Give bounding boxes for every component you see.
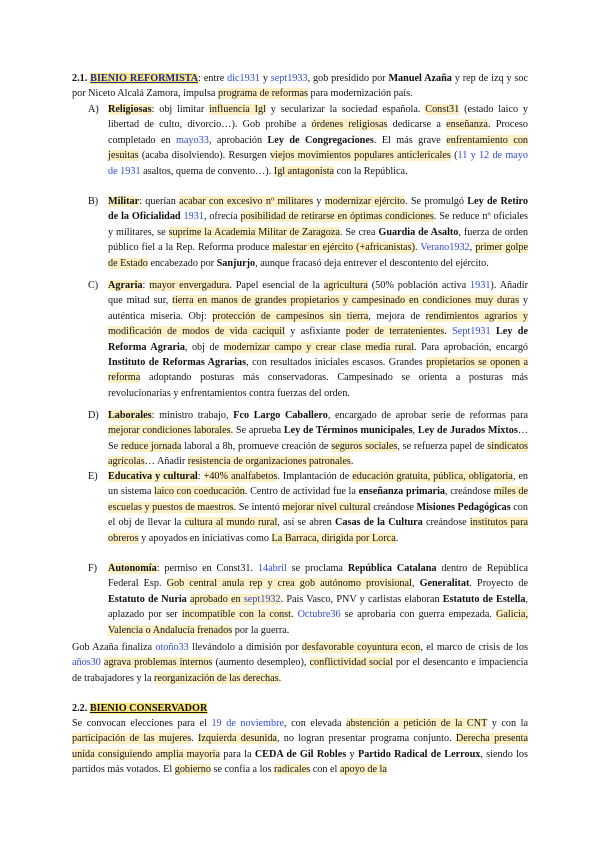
text: . [444, 326, 453, 338]
list-item-militar [90, 194, 528, 271]
text: y [313, 196, 325, 207]
date: años30 [72, 657, 101, 669]
text: . Se aprueba [230, 425, 284, 437]
text: , creándose [445, 486, 494, 498]
text: , en un sistema [108, 471, 528, 498]
item-heading: Autonomía [108, 563, 157, 574]
law-name: Estatuto de Nuria [108, 593, 187, 605]
highlight: Const31 [425, 104, 460, 115]
text: con la República. [334, 165, 408, 177]
highlight: seguros sociales [331, 440, 398, 452]
party-name: Partido Radical de Lerroux [357, 748, 481, 760]
section-2-2-body [72, 716, 528, 778]
highlight: laico con coeducación [154, 486, 245, 498]
law-name: Ley de Reforma Agraria [108, 326, 528, 353]
highlight: malestar en ejército (+africanistas) [272, 242, 416, 254]
law-name: Ley de Términos municipales [283, 425, 413, 437]
highlight: mejorar condiciones laborales [108, 425, 231, 437]
highlight: tierra en manos de grandes propietarios y campesinado en condiciones muy duras [172, 295, 520, 307]
text: , no logran presentar programa conjunto. [276, 733, 456, 745]
section-2-2-heading [72, 701, 528, 716]
date: 19 de noviembre [211, 718, 284, 729]
list-item-agraria [90, 278, 528, 401]
highlight: aprobado en [189, 593, 244, 605]
highlight: desfavorable coyuntura econ [301, 642, 421, 653]
text: y apoyados en iniciativas como [138, 532, 272, 544]
text: . Se reduce nº oficiales y militares, se [108, 211, 529, 238]
institution-name: Misiones Pedagógicas [416, 501, 511, 513]
list-marker: E) [88, 471, 98, 482]
person-name: Sanjurjo [216, 257, 256, 269]
text: . [278, 672, 282, 684]
highlight: incompatible con la const [181, 609, 291, 621]
text: . [350, 456, 354, 468]
list-marker: F) [88, 563, 98, 574]
closing-paragraph [72, 640, 528, 686]
item-heading: Agraria [108, 280, 143, 291]
highlight: influencia Igl [209, 104, 266, 115]
text: , con resultados iniciales escasos. Grandes [246, 357, 427, 369]
text: . Se crea [339, 226, 379, 238]
text: , aprobación [208, 134, 268, 146]
list-marker: B) [88, 196, 99, 207]
highlight: modernizar ejército [324, 196, 406, 207]
text: : ministro trabajo, [151, 410, 234, 421]
highlight: sindicatos agrícolas [108, 440, 529, 468]
text: . [395, 532, 399, 544]
highlight: +40% analfabetos [203, 471, 278, 482]
text: … Añadir [144, 456, 188, 468]
text: : entre [198, 73, 228, 84]
date: mayo33 [176, 134, 209, 146]
highlight: rendimientos agrarios y modificación de modos de vida caciquil [108, 310, 528, 338]
date: otoño33 [155, 642, 189, 653]
text: se proclama [286, 563, 348, 574]
highlight: Gob central anula rep y crea gob autónomo provisional [166, 578, 412, 590]
text: (acaba disolviendo). Resurgen [138, 150, 271, 162]
list-marker: A) [88, 104, 99, 115]
text: . Papel esencial de la [229, 280, 324, 291]
highlight: primer golpe de Estado [108, 242, 528, 269]
list-marker: D) [88, 410, 99, 421]
highlight: amplia mayoría [155, 748, 220, 760]
text: por el desencanto e impaciencia de trabajadores y la [72, 657, 529, 684]
highlight: abstención a petición de la CNT [346, 718, 488, 729]
text: encabezado por [147, 257, 217, 269]
text: … Se [108, 425, 529, 452]
list-item-autonomia [90, 561, 528, 638]
date: dic1931 [227, 73, 260, 84]
highlight: conflictividad social [309, 657, 393, 669]
text: con el obj de llevar la [108, 501, 528, 529]
date: sept1933 [270, 73, 308, 84]
highlight: reorganización de las derechas [154, 672, 279, 684]
highlight: mejorar nivel cultural [282, 501, 371, 513]
text: , encargado de aprobar serie de reformas para [327, 410, 528, 421]
date: 11 y 12 de mayo de 1931 [108, 150, 528, 177]
list-item-laborales [90, 408, 528, 470]
item-heading: Militar [108, 196, 140, 207]
highlight: acabar con excesivo nº militares [179, 196, 314, 207]
highlight: modernizar campo y crear clase media rural [223, 341, 415, 353]
text: y con la [487, 718, 529, 729]
person-name: Fco Largo Caballero [233, 410, 328, 421]
highlight: resistencia de organizaciones patronales [187, 456, 351, 468]
text: Gob Azaña finaliza [72, 642, 156, 653]
highlight: miles de escuelas y puestos de maestros [108, 486, 529, 513]
highlight: reduce jornada [120, 440, 182, 452]
text: y [346, 748, 358, 760]
text: se confía a los [210, 764, 275, 776]
highlight: enfrentamiento con jesuitas [108, 134, 529, 162]
text: , aunque fracasó deja entrever el descontento del ejército. [255, 257, 489, 269]
list-item-religiosas [90, 102, 528, 179]
date: 1931 [183, 211, 204, 223]
text: ). Añadir que mitad sur, [108, 280, 528, 307]
text: , aplazado por ser [108, 593, 528, 621]
highlight: gobierno [174, 764, 211, 776]
text: dentro de República Federal Esp. [108, 563, 529, 590]
text: , ofrecía [203, 211, 241, 223]
institution-name: Guardia de Asalto [378, 226, 459, 238]
text: asaltos, quema de convento…). [140, 165, 274, 177]
text: . Se intentó [233, 501, 283, 513]
text: Se convocan elecciones para el [72, 718, 212, 729]
text: para modernización país. [307, 88, 413, 100]
text: . [290, 609, 298, 621]
text: . Proceso completado en [108, 119, 528, 146]
text: . Centro de actividad fue la [244, 486, 359, 498]
text: . Proyecto de [469, 578, 528, 590]
section-number: 2.1. [72, 73, 88, 84]
section-2-1-intro [72, 71, 528, 102]
highlight: apoyo de la [339, 764, 387, 776]
highlight: Igl antagonista [273, 165, 335, 177]
highlight: agrava problemas internos [103, 657, 213, 669]
text: , [469, 242, 476, 254]
highlight: poder de terratenientes [345, 326, 445, 338]
highlight: programa de reformas [217, 88, 308, 100]
date: 14abril [257, 563, 287, 574]
highlight: educación gratuita, pública, obligatoria [352, 471, 513, 482]
highlight: propietarios se oponen a reforma [108, 357, 528, 384]
text: , [412, 425, 418, 437]
text: (estado laico y libertad de culto, divorcio…). Gob prohíbe a [108, 104, 529, 131]
list-marker: C) [88, 280, 99, 291]
text: se aprobaría con guerra empezada. [340, 609, 497, 621]
text: , el marco de crisis de los [420, 642, 528, 653]
highlight: mayor envergadura [149, 280, 230, 291]
key-term: República Catalana [347, 563, 437, 574]
highlight: posibilidad de retirarse en óptimas condiciones [240, 211, 434, 223]
text: , mejora de [368, 310, 426, 322]
text: , gob presidido por [307, 73, 389, 84]
text: laboral a 8h, promueve creación de [181, 440, 332, 452]
text: y secularizar la sociedad española. [265, 104, 426, 115]
section-title: BIENIO CONSERVADOR [89, 703, 208, 714]
text: con el [310, 764, 340, 776]
highlight: institutos para obreros [108, 517, 528, 544]
text: . País Vasco, PNV y carlistas elaboran [280, 593, 443, 605]
highlight: protección de campesinos sin tierra [212, 310, 369, 322]
text: . [191, 733, 198, 745]
text: . [415, 242, 421, 254]
highlight: cultura al mundo rural [184, 517, 278, 529]
list-item-educativa [90, 469, 528, 546]
item-heading: Laborales [108, 410, 152, 421]
text: , siendo los partidos más votados. El [72, 748, 528, 776]
key-term: enseñanza primaria [358, 486, 445, 498]
text: creándose [370, 501, 417, 513]
text: llevándolo a dimisión por [188, 642, 302, 653]
text: , con elevada [284, 718, 347, 729]
highlight: Izquierda desunida [198, 733, 277, 745]
highlight: suprime la Academia Militar de Zaragoza [168, 226, 340, 238]
date: Sept1931 [452, 326, 491, 338]
text: y asfixiante [284, 326, 346, 338]
highlight: radicales [274, 764, 311, 776]
text: creándose [422, 517, 470, 529]
date: sept1932 [243, 593, 281, 605]
text: : permiso en Const31. [156, 563, 258, 574]
text: : obj limitar [151, 104, 210, 115]
text: y auténtica miseria. Obj: [108, 295, 529, 322]
text: dedicarse a [387, 119, 447, 131]
text: , obj de [184, 341, 224, 353]
party-name: CEDA de Gil Robles [254, 748, 347, 760]
text: , se refuerza papel de [397, 440, 488, 452]
law-name: Estatuto de Estella [442, 593, 526, 605]
text: adoptando posturas más conservadoras. Campesinado se orienta a posturas más revolucionarias y enfrentamientos contra fuerzas del orden. [108, 372, 528, 399]
text: . Se promulgó [405, 196, 468, 207]
highlight: viejos movimientos populares anticlericales [270, 150, 451, 162]
text: , fuerza de orden público fiel a la Rep. Reforma produce [108, 226, 528, 254]
text: : [142, 280, 150, 291]
item-heading: Educativa y cultural [108, 471, 198, 482]
highlight: agricultura [323, 280, 368, 291]
section-title: BIENIO REFORMISTA [90, 73, 199, 84]
text: . Para aprobación, encargó [414, 341, 529, 353]
date: Octubre36 [297, 609, 341, 621]
law-name: Ley de Jurados Mixtos [417, 425, 518, 437]
highlight: participación de las mujeres [72, 733, 192, 745]
text: ( [450, 150, 458, 162]
text: : [197, 471, 204, 482]
highlight: La Barraca, dirigida por Lorca [271, 532, 396, 544]
institution-name: Generalitat [419, 578, 470, 590]
text: y [259, 73, 271, 84]
highlight: enseñanza [446, 119, 488, 131]
highlight: Galicia, Valencia o Andalucía frenados [108, 609, 528, 636]
text: para la [220, 748, 255, 760]
institution-name: Casas de la Cultura [335, 517, 423, 529]
text: (aumento desempleo), [212, 657, 310, 669]
text: . El más grave [373, 134, 447, 146]
text: . Implantación de [277, 471, 353, 482]
institution-name: Instituto de Reformas Agrarias [108, 357, 247, 369]
highlight: órdenes religiosas [311, 119, 388, 131]
text: , así se abren [277, 517, 336, 529]
law-name: Ley de Retiro de la Oficialidad [108, 196, 528, 223]
highlight: Derecha presenta unida consiguiendo [72, 733, 529, 760]
text: por la guerra. [232, 624, 290, 636]
text: (50% población activa [367, 280, 471, 291]
text: , [411, 578, 420, 590]
date: 1931 [470, 280, 491, 291]
text: : querían [139, 196, 180, 207]
person-name: Manuel Azaña [388, 73, 452, 84]
item-heading: Religiosas [108, 104, 152, 115]
text: y rep de izq y soc por Niceto Alcalá Zamora, impulsa [72, 73, 529, 100]
law-name: Ley de Congregaciones [267, 134, 374, 146]
date: Verano1932 [420, 242, 470, 254]
section-number: 2.2. [72, 703, 88, 714]
